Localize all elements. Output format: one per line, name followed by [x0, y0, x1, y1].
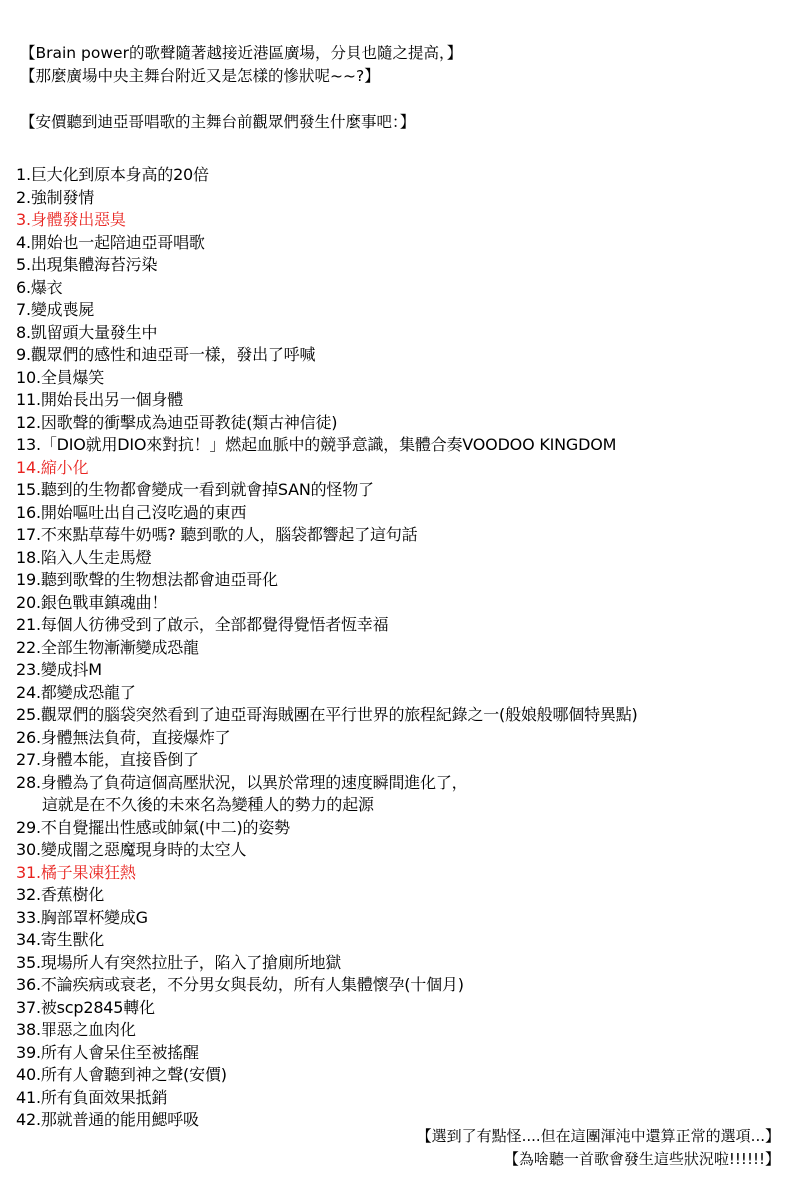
list-item	[16, 704, 796, 727]
list-item	[16, 592, 796, 615]
list-item	[16, 502, 796, 525]
intro-line-1: 【Brain power的歌聲隨著越接近港區廣場，分貝也隨之提高，】	[20, 44, 463, 62]
list-item-text: 7.變成喪屍	[16, 300, 95, 319]
list-item	[16, 974, 796, 997]
list-item-text: 39.所有人會呆住至被搖醒	[16, 1042, 199, 1062]
list-item	[16, 524, 796, 547]
list-item	[16, 322, 796, 345]
list-item-text: 14.縮小化	[16, 457, 89, 477]
list-item	[16, 434, 796, 457]
list-item	[16, 839, 796, 862]
list-item-text: 4.開始也一起陪迪亞哥唱歌	[16, 232, 205, 252]
list-item-text: 41.所有負面效果抵銷	[16, 1087, 168, 1107]
list-item-text: 22.全部生物漸漸變成恐龍	[16, 637, 199, 657]
intro-line-3: 【安價聽到迪亞哥唱歌的主舞台前觀眾們發生什麼事吧：】	[20, 113, 416, 131]
list-item-text: 40.所有人會聽到神之聲(安價)	[16, 1065, 227, 1084]
list-item	[16, 1019, 796, 1042]
list-item-text: 26.身體無法負荷，直接爆炸了	[16, 727, 231, 747]
spacer	[20, 88, 780, 111]
footer-block	[417, 1125, 780, 1171]
list-item	[16, 232, 796, 255]
list-item-text: 30.變成闇之惡魔現身時的太空人	[16, 840, 247, 859]
list-item	[16, 862, 796, 885]
list-item-text: 21.每個人彷彿受到了啟示，全部都覺得覺悟者恆幸福	[16, 615, 389, 634]
list-item	[16, 254, 796, 277]
list-item	[16, 277, 796, 300]
list-item	[16, 907, 796, 930]
list-item	[16, 817, 796, 840]
list-item	[16, 727, 796, 750]
list-item	[16, 1042, 796, 1065]
list-item	[16, 952, 796, 975]
list-item-text: 33.胸部罩杯變成G	[16, 907, 148, 927]
list-item	[16, 457, 796, 480]
list-item	[16, 367, 796, 390]
list-item	[16, 637, 796, 660]
list-item-text: 11.開始長出另一個身體	[16, 390, 184, 409]
list-item-text: 2.強制發情	[16, 187, 95, 207]
list-item	[16, 344, 796, 367]
list-item-text: 1.巨大化到原本身高的20倍	[16, 165, 209, 184]
list-item	[16, 614, 796, 637]
list-item-text: 3.身體發出惡臭	[16, 210, 126, 229]
list-item-text: 29.不自覺擺出性感或帥氣(中二)的姿勢	[16, 817, 290, 837]
list-item-text: 37.被scp2845轉化	[16, 997, 155, 1017]
footer-line-1: 【選到了有點怪....但在這團渾沌中還算正常的選項...】	[416, 1127, 780, 1145]
list-item	[16, 187, 796, 210]
list-item	[16, 209, 796, 232]
list-item-text: 5.出現集體海苔污染	[16, 255, 158, 274]
list-item-text: 38.罪惡之血肉化	[16, 1020, 136, 1039]
list-item-text: 24.都變成恐龍了	[16, 682, 136, 702]
list-item	[16, 1087, 796, 1110]
list-item	[16, 659, 796, 682]
list-item	[16, 479, 796, 502]
list-item	[16, 299, 796, 322]
intro-line-2: 【那麼廣場中央主舞台附近又是怎樣的慘狀呢~~?】	[20, 67, 380, 85]
list-item	[16, 569, 796, 592]
list-item-text: 13.「DIO就用DIO來對抗！」燃起血脈中的競爭意識，集體合奏VOODOO KINGDOM	[16, 435, 617, 454]
footer-line-2: 【為啥聽一首歌會發生這些狀況啦!!!!!!】	[503, 1150, 780, 1168]
list-item-text: 18.陷入人生走馬燈	[16, 547, 152, 567]
list-item-text: 6.爆衣	[16, 277, 63, 297]
list-item-text: 10.全員爆笑	[16, 367, 105, 387]
list-item-text: 20.銀色戰車鎮魂曲！	[16, 592, 168, 612]
list-item-text: 32.香蕉樹化	[16, 885, 105, 904]
list-item	[16, 547, 796, 570]
intro-block	[20, 42, 780, 134]
list-item	[16, 389, 796, 412]
list-item-text: 15.聽到的生物都會變成一看到就會掉SAN的怪物了	[16, 480, 374, 499]
list-item-text: 8.凱留頭大量發生中	[16, 322, 158, 342]
list-item	[16, 412, 796, 435]
list-item-text: 16.開始嘔吐出自己沒吃過的東西	[16, 502, 247, 522]
list-item	[16, 884, 796, 907]
list-item-text: 31.橘子果凍狂熱	[16, 862, 136, 882]
list-item	[16, 1064, 796, 1087]
list-item-text: 42.那就普通的能用鰓呼吸	[16, 1110, 199, 1129]
list-item-text: 23.變成抖M	[16, 660, 102, 679]
outcome-list	[16, 164, 796, 1132]
list-item	[16, 929, 796, 952]
list-item	[16, 164, 796, 187]
list-item-text: 12.因歌聲的衝擊成為迪亞哥教徒(類古神信徒)	[16, 412, 338, 432]
list-item-text: 9.觀眾們的感性和迪亞哥一樣，發出了呼喊	[16, 345, 316, 364]
list-item	[16, 682, 796, 705]
list-item-text: 19.聽到歌聲的生物想法都會迪亞哥化	[16, 570, 278, 589]
list-item-continuation: 這就是在不久後的未來名為變種人的勢力的起源	[42, 795, 374, 814]
list-item	[16, 772, 796, 817]
list-item-text: 27.身體本能，直接昏倒了	[16, 750, 199, 769]
list-item-text: 25.觀眾們的腦袋突然看到了迪亞哥海賊團在平行世界的旅程紀錄之一(般娘般哪個特異點)	[16, 705, 638, 724]
list-item-text: 17.不來點草莓牛奶嗎? 聽到歌的人，腦袋都響起了這句話	[16, 525, 418, 544]
list-item-text: 34.寄生獸化	[16, 930, 105, 949]
list-item	[16, 997, 796, 1020]
list-item	[16, 749, 796, 772]
list-item-text: 35.現場所人有突然拉肚子，陷入了搶廁所地獄	[16, 952, 342, 972]
list-item-text: 28.身體為了負荷這個高壓狀況，以異於常理的速度瞬間進化了，	[16, 772, 468, 792]
list-item-text: 36.不論疾病或衰老，不分男女與長幼，所有人集體懷孕(十個月)	[16, 975, 464, 994]
